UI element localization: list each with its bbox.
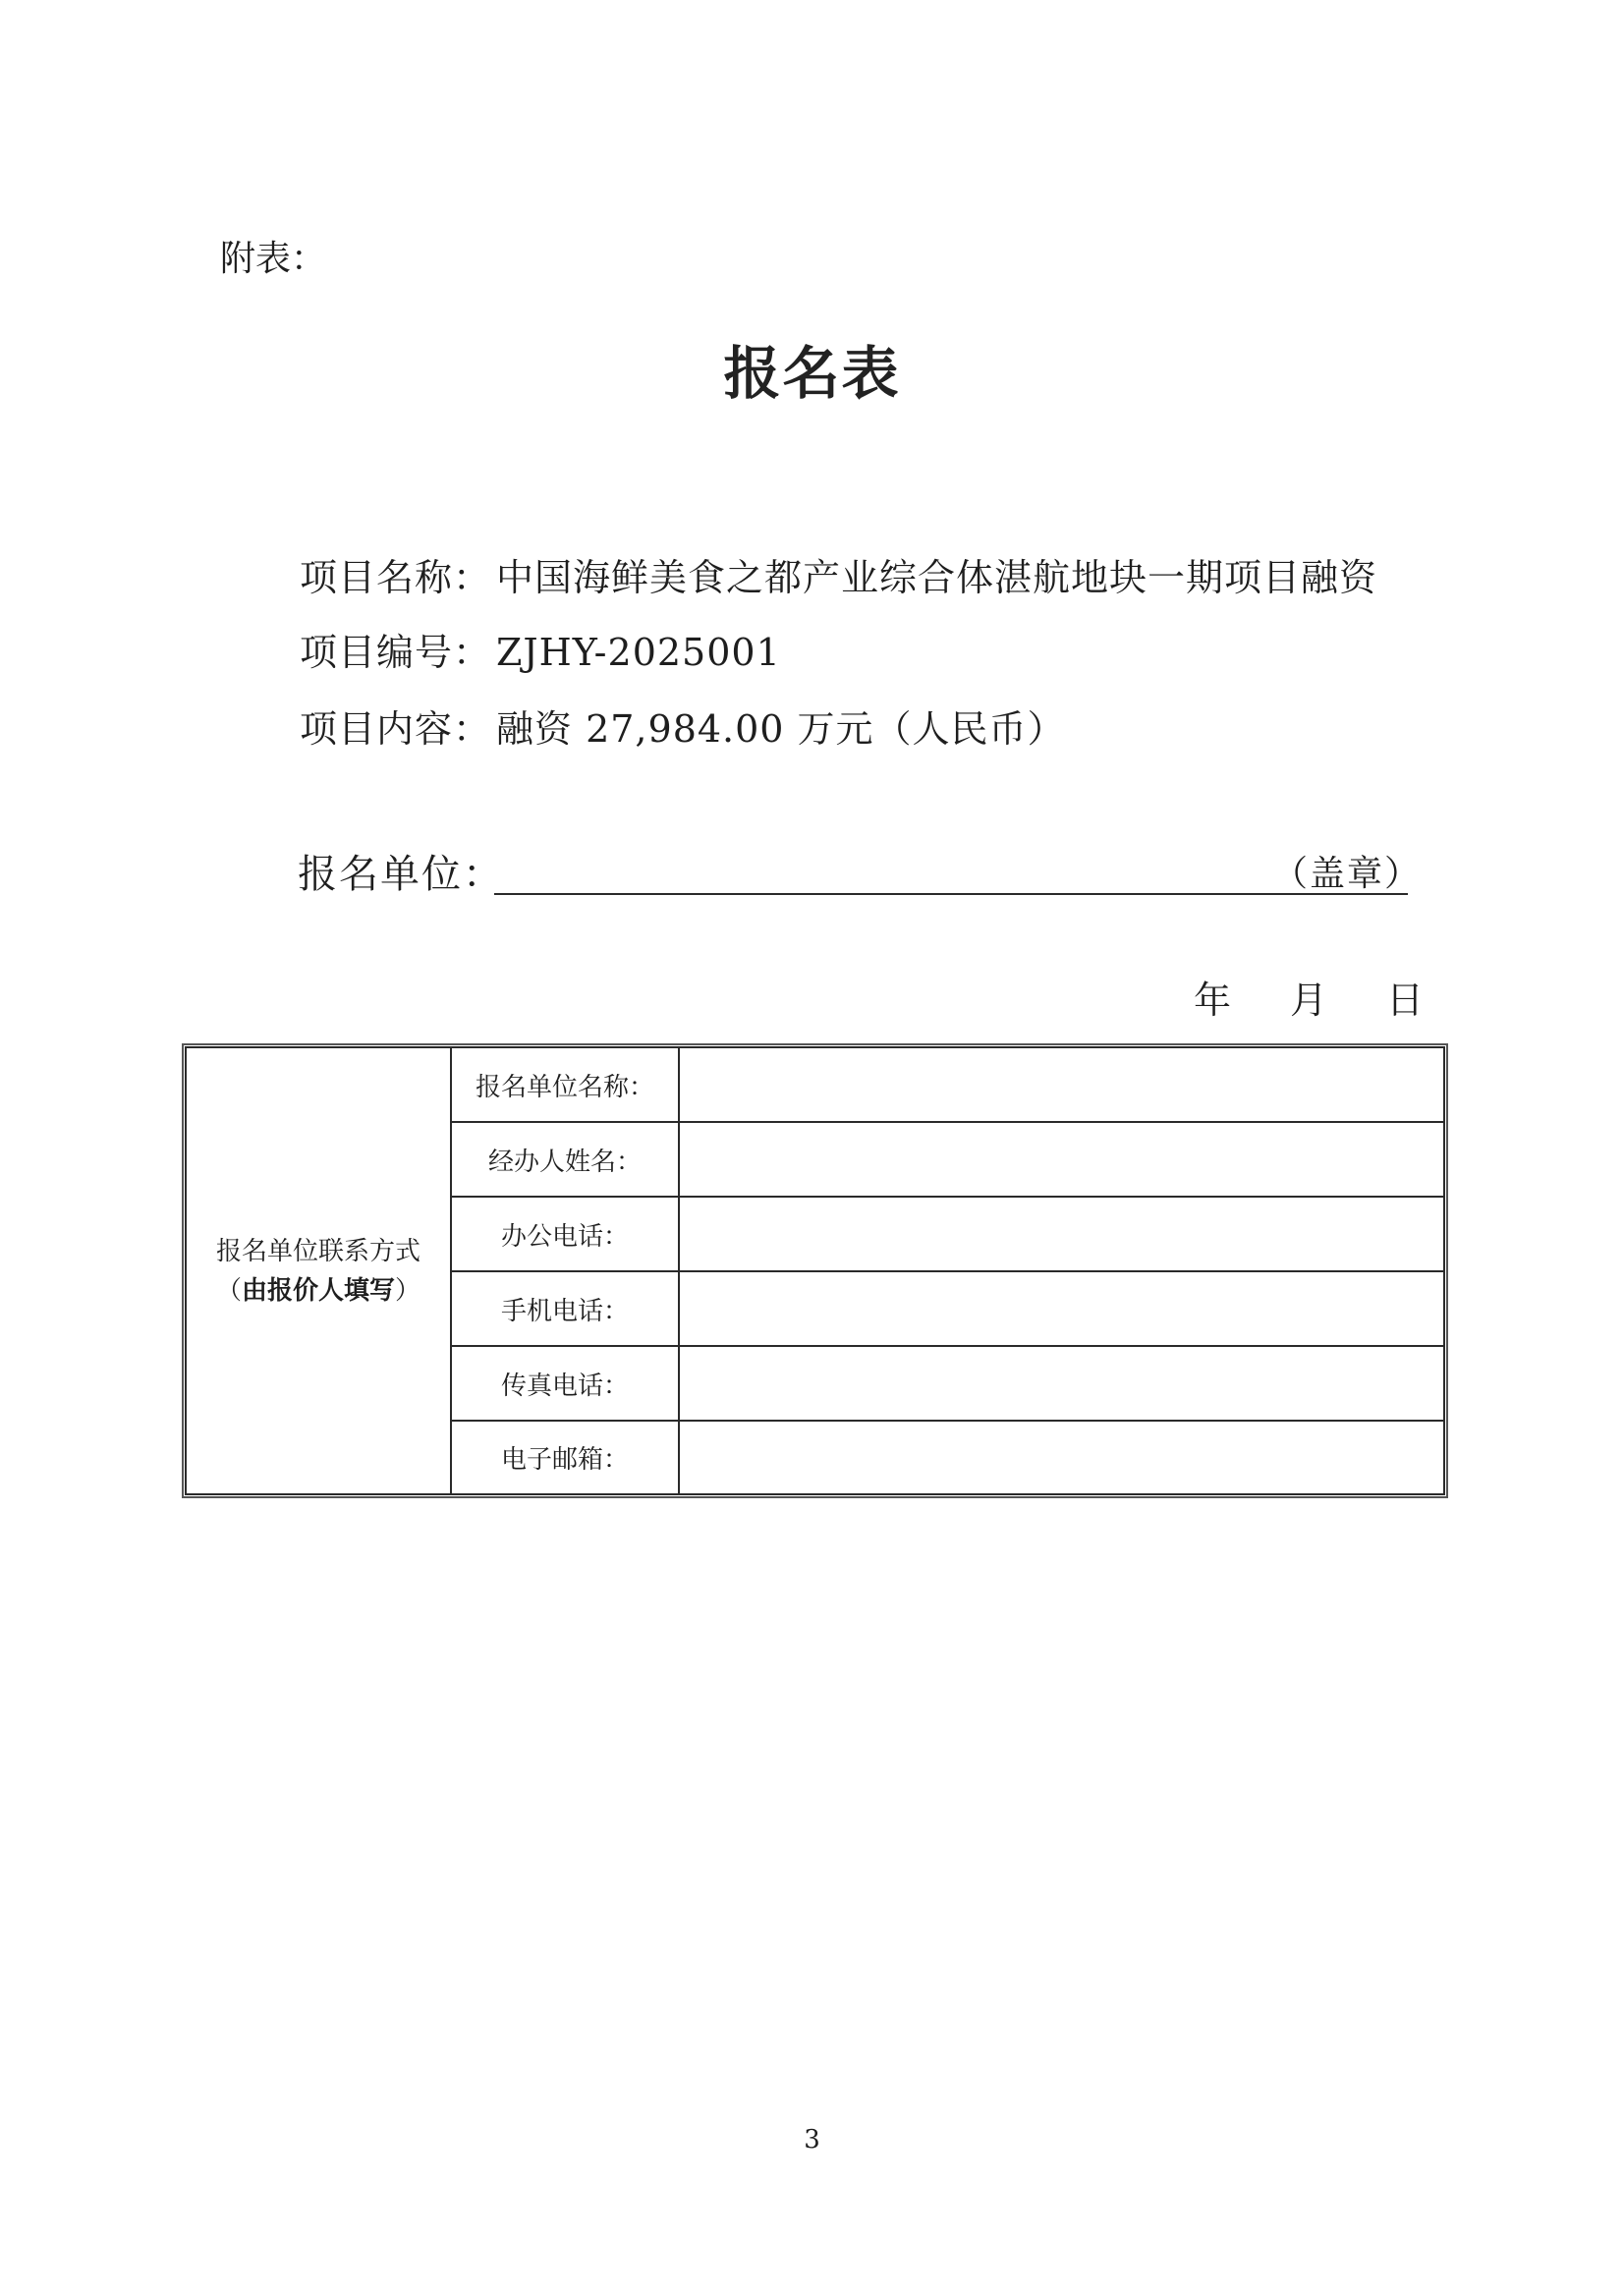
contact-group-note: （由报价人填写）: [215, 1275, 421, 1306]
project-number-label: 项目编号：: [300, 631, 492, 674]
unit-name-label: 报名单位名称：: [452, 1048, 680, 1121]
contact-group-label: [187, 1048, 452, 1493]
date-month: 月: [1290, 979, 1328, 1022]
date-day: 日: [1386, 979, 1425, 1022]
mobile-phone-field[interactable]: [680, 1272, 1443, 1345]
handler-name-field[interactable]: [680, 1123, 1443, 1196]
email-field[interactable]: [680, 1422, 1443, 1493]
registration-unit-label: 报名单位：: [298, 852, 504, 897]
project-number-value: ZJHY-2025001: [496, 631, 781, 674]
project-name-label: 项目名称：: [300, 556, 492, 599]
unit-name-field[interactable]: [680, 1048, 1443, 1121]
contact-table: [185, 1046, 1445, 1495]
table-row: [452, 1347, 1443, 1422]
page-number: 3: [804, 2125, 820, 2155]
table-row: [452, 1272, 1443, 1347]
contact-group-title: 报名单位联系方式: [215, 1236, 420, 1266]
attachment-label: 附表：: [220, 239, 327, 279]
fax-label: 传真电话：: [452, 1347, 680, 1420]
table-row: [452, 1048, 1443, 1123]
office-phone-field[interactable]: [680, 1198, 1443, 1270]
project-content-value: 融资 27,984.00 万元（人民币）: [496, 707, 1066, 751]
handler-name-label: 经办人姓名：: [452, 1123, 680, 1196]
table-row: [452, 1123, 1443, 1198]
fax-field[interactable]: [680, 1347, 1443, 1420]
project-name-row: [300, 550, 1377, 605]
date-year: 年: [1194, 979, 1232, 1022]
project-content-row: [300, 701, 1066, 756]
mobile-phone-label: 手机电话：: [452, 1272, 680, 1345]
registration-unit-field[interactable]: [494, 893, 1408, 895]
office-phone-label: 办公电话：: [452, 1198, 680, 1270]
project-number-row: [300, 625, 781, 680]
email-label: 电子邮箱：: [452, 1422, 680, 1493]
date-line: [1194, 973, 1424, 1028]
project-name-value: 中国海鲜美食之都产业综合体湛航地块一期项目融资: [496, 556, 1378, 599]
project-content-label: 项目内容：: [300, 707, 492, 751]
page-title: 报名表: [723, 340, 901, 407]
seal-label: （盖章）: [1272, 854, 1423, 894]
contact-rows: [452, 1048, 1443, 1493]
table-row: [452, 1198, 1443, 1272]
table-row: [452, 1422, 1443, 1493]
